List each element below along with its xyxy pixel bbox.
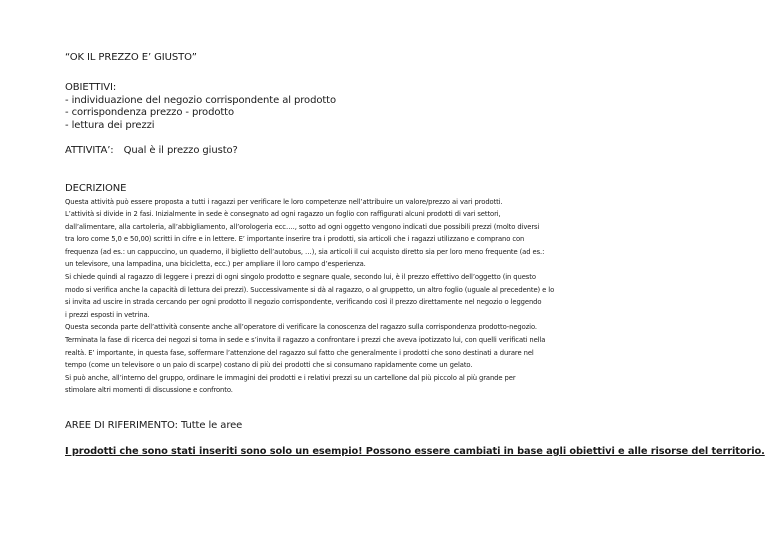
obiettivi-item: - lettura dei prezzi xyxy=(65,119,155,131)
document-title: “OK IL PREZZO E’ GIUSTO” xyxy=(65,52,197,63)
descrizione-line: Questa seconda parte dell’attività consente anche all’operatore di verificare la conoscenza del ragazzo sulla corrispondenza prodotto-negozio. xyxy=(65,323,537,332)
descrizione-line: frequenza (ad es.: un cappuccino, un quaderno, il biglietto dell’autobus, …), sia articoli il cui acquisto diretto sia per loro meno frequente (ad es.: xyxy=(65,247,545,256)
descrizione-line: si invita ad uscire in strada cercando per ogni prodotto il negozio corrispondente, verificando così il prezzo direttamente nel negozio o leggendo xyxy=(65,298,542,307)
descrizione-line: Terminata la fase di ricerca dei negozi si torna in sede e s’invita il ragazzo a confrontare i prezzi che aveva ipotizzato lui, con quelli verificati nella xyxy=(65,336,546,345)
descrizione-line: un televisore, una lampadina, una bicicletta, ecc.) per ampliare il loro campo d’esperienza. xyxy=(65,260,366,269)
obiettivi-list xyxy=(65,95,336,133)
descrizione-line: L’attività si divide in 2 fasi. Inizialmente in sede è consegnato ad ogni ragazzo un foglio con raffigurati alcuni prodotti di vari settori, xyxy=(65,210,501,219)
products-note: I prodotti che sono stati inseriti sono solo un esempio! Possono essere cambiati in base agli obiettivi e alle risorse del territorio. xyxy=(65,446,765,457)
descrizione-heading: DECRIZIONE xyxy=(65,183,127,194)
descrizione-line: stimolare altri momenti di discussione e confronto. xyxy=(65,386,233,395)
obiettivi-item: - corrispondenza prezzo - prodotto xyxy=(65,107,234,119)
descrizione-line: modo si verifica anche la capacità di lettura dei prezzi). Successivamente si dà al ragazzo, o al gruppetto, un altro foglio (uguale al precedente) e lo xyxy=(65,285,555,294)
attivita-line xyxy=(65,145,238,158)
descrizione-line: Si chiede quindi al ragazzo di leggere i prezzi di ogni singolo prodotto e segnare quale, secondo lui, è il prezzo effettivo dell’oggetto (in questo xyxy=(65,273,536,282)
obiettivi-item: - individuazione del negozio corrispondente al prodotto xyxy=(65,94,337,106)
descrizione-line: dall’alimentare, alla cartoleria, all’abbigliamento, all’orologeria ecc…., sotto ad ogni oggetto vengono indicati due possibili prezzi (molto diversi xyxy=(65,222,540,231)
descrizione-line: Si può anche, all’interno del gruppo, ordinare le immagini dei prodotti e i relativi prezzi su un cartellone dal più piccolo al più grande per xyxy=(65,373,516,382)
descrizione-line: realtà. E’ importante, in questa fase, soffermare l’attenzione del ragazzo sul fatto che generalmente i prodotti che sono destinati a durare nel xyxy=(65,348,534,357)
descrizione-line: tempo (come un televisore o un paio di scarpe) costano di più dei prodotti che si consumano rapidamente come un gelato. xyxy=(65,361,473,370)
attivita-label: ATTIVITA’: xyxy=(65,145,114,156)
descrizione-line: Questa attività può essere proposta a tutti i ragazzi per verificare le loro competenze nell’attribuire un valore/prezzo ai vari prodotti. xyxy=(65,197,503,206)
descrizione-body xyxy=(65,196,768,398)
aree-riferimento: AREE DI RIFERIMENTO: Tutte le aree xyxy=(65,420,243,431)
descrizione-line: tra loro come 5,0 e 50,00) scritti in cifre e in lettere. E’ importante inserire tra i prodotti, sia articoli che i ragazzi utilizzano e comprano con xyxy=(65,235,525,244)
obiettivi-heading: OBIETTIVI: xyxy=(65,82,117,93)
descrizione-line: i prezzi esposti in vetrina. xyxy=(65,310,150,319)
attivita-question: Qual è il prezzo giusto? xyxy=(123,145,238,156)
